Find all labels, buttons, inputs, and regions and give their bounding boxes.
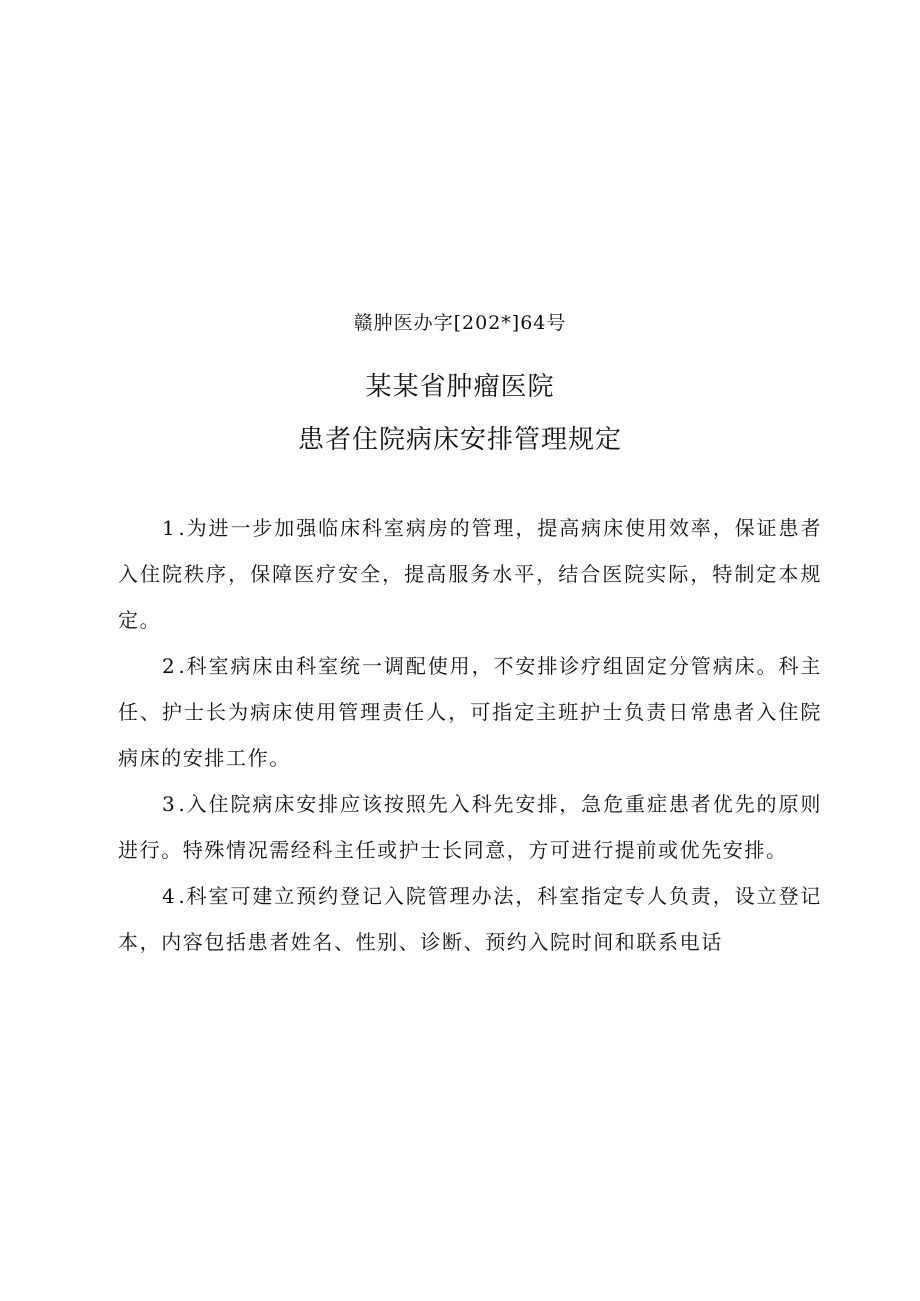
- paragraph-2: [118, 643, 822, 781]
- paragraph-number: 4: [162, 884, 177, 908]
- document-number: 赣肿医办字[202*]64号: [353, 312, 567, 334]
- paragraph-text: .入住院病床安排应该按照先入科先安排，急危重症患者优先的原则进行。特殊情况需经科主任或护士长同意，方可进行提前或优先安排。: [118, 792, 822, 862]
- paragraph-text: .科室病床由科室统一调配使用，不安排诊疗组固定分管病床。科主任、护士长为病床使用管理责任人，可指定主班护士负责日常患者入住院病床的安排工作。: [118, 654, 822, 770]
- paragraph-number: 3: [162, 792, 177, 816]
- paragraph-4: [118, 873, 822, 965]
- document-title-hospital: 某某省肿瘤医院: [365, 372, 555, 402]
- paragraph-text: .科室可建立预约登记入院管理办法，科室指定专人负责，设立登记本，内容包括患者姓名、性别、诊断、预约入院时间和联系电话: [118, 884, 822, 954]
- document-body: [118, 505, 822, 965]
- paragraph-number: 1: [162, 516, 177, 540]
- paragraph-text: .为进一步加强临床科室病房的管理，提高病床使用效率，保证患者入住院秩序，保障医疗安全，提高服务水平，结合医院实际，特制定本规定。: [118, 516, 822, 632]
- document-title-regulation: 患者住院病床安排管理规定: [297, 425, 622, 455]
- paragraph-number: 2: [162, 654, 177, 678]
- paragraph-1: [118, 505, 822, 643]
- paragraph-3: [118, 781, 822, 873]
